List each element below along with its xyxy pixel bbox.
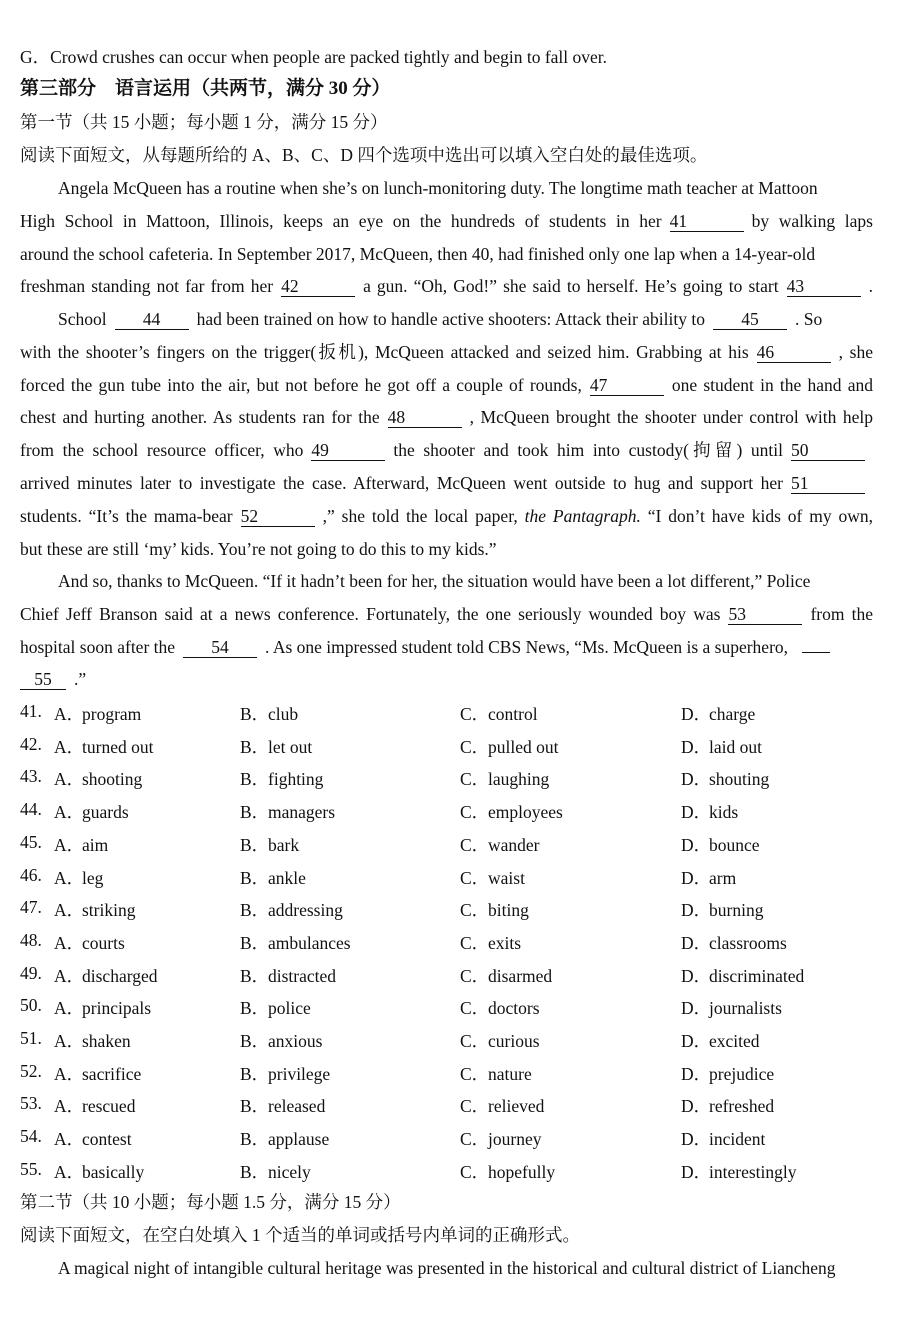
question-row [20, 1061, 880, 1085]
part3-title: 第三部分 语言运用（共两节，满分 30 分） [20, 78, 391, 99]
option-c [460, 865, 525, 890]
passage-line: around the school cafeteria. In September 2017, McQueen, then 40, had finished only one lap when a 14-year-old [20, 244, 816, 264]
option-text: kids [709, 802, 739, 823]
option-a [54, 1028, 131, 1053]
option-letter: A． [54, 1031, 85, 1051]
option-c [460, 1061, 532, 1086]
option-letter: C． [460, 1096, 490, 1117]
option-text: police [268, 998, 311, 1019]
option-c [460, 963, 552, 988]
option-a [54, 1093, 135, 1118]
passage-line: chest and hurting another. As students ran for the 48 , McQueen brought the shooter under control with help [20, 407, 873, 427]
option-text: turned out [82, 736, 154, 757]
option-a [54, 766, 142, 791]
option-text: arm [709, 867, 737, 888]
option-letter: D． [681, 932, 712, 953]
option-text: anxious [268, 1031, 323, 1051]
question-number: 55. [20, 1158, 42, 1179]
option-b [240, 1061, 330, 1086]
option-a [54, 832, 108, 857]
option-text: bounce [709, 834, 760, 855]
option-text: interestingly [709, 1161, 797, 1182]
question-row [20, 1159, 880, 1183]
option-d [681, 865, 736, 890]
option-letter: B． [240, 802, 270, 823]
option-d [681, 766, 769, 791]
option-text: prejudice [709, 1063, 775, 1084]
blank-41: 41 [670, 212, 744, 232]
option-d [681, 799, 738, 824]
question-number: 49. [20, 962, 42, 983]
option-d [681, 1159, 796, 1184]
option-b [240, 963, 336, 988]
option-d [681, 1126, 765, 1151]
option-letter: A． [54, 998, 85, 1019]
option-letter: C． [460, 900, 490, 921]
question-row [20, 701, 880, 725]
question-row [20, 995, 880, 1019]
option-letter: A． [54, 867, 85, 888]
option-text: discriminated [709, 965, 805, 986]
option-d [681, 734, 762, 759]
option-d [681, 701, 755, 726]
option-text: burning [709, 900, 764, 921]
option-text: employees [488, 802, 563, 823]
option-a [54, 897, 135, 922]
option-b [240, 1028, 322, 1053]
option-text: distracted [268, 965, 337, 986]
option-g-line: G．Crowd crushes can occur when people are packed tightly and begin to fall over. [20, 47, 608, 67]
option-letter: B． [240, 704, 270, 724]
option-letter: A． [54, 965, 85, 986]
option-text: club [268, 704, 299, 724]
question-number: 50. [20, 995, 42, 1016]
option-text: let out [268, 736, 313, 757]
option-letter: C． [460, 932, 490, 953]
option-text: nature [488, 1063, 532, 1084]
blank-55: 55 [20, 670, 66, 690]
option-letter: A． [54, 1096, 85, 1117]
option-letter: B． [240, 736, 270, 757]
option-b [240, 865, 306, 890]
question-number: 45. [20, 831, 42, 852]
question-number: 47. [20, 897, 42, 918]
option-text: classrooms [709, 932, 787, 953]
option-c [460, 701, 538, 726]
option-text: incident [709, 1129, 766, 1150]
option-text: refreshed [709, 1096, 775, 1117]
option-letter: D． [681, 900, 712, 921]
option-text: striking [82, 900, 136, 921]
option-letter: A． [54, 1129, 85, 1150]
blank-47: 47 [590, 376, 664, 396]
section2-passage-line: A magical night of intangible cultural heritage was presented in the historical and cultural district of Liancheng [58, 1258, 836, 1278]
option-a [54, 1061, 141, 1086]
option-letter: C． [460, 1031, 490, 1051]
section2-instruction: 阅读下面短文，在空白处填入 1 个适当的单词或括号内单词的正确形式。 [20, 1225, 580, 1245]
option-letter: B． [240, 1129, 270, 1150]
option-text: charge [709, 704, 756, 724]
option-text: shouting [709, 769, 770, 790]
option-text: bark [268, 834, 300, 855]
option-letter: C． [460, 1129, 490, 1150]
option-text: rescued [82, 1096, 136, 1117]
option-letter: C． [460, 736, 490, 757]
option-a [54, 865, 103, 890]
option-b [240, 897, 343, 922]
question-number: 53. [20, 1093, 42, 1114]
option-b [240, 734, 312, 759]
passage-line: freshman standing not far from her 42 a gun. “Oh, God!” she said to herself. He’s going to start 43 . [20, 276, 873, 296]
option-text: privilege [268, 1063, 331, 1084]
question-row [20, 930, 880, 954]
option-a [54, 1159, 144, 1184]
blank-55-lead [802, 652, 830, 653]
question-row [20, 832, 880, 856]
option-text: curious [488, 1031, 540, 1051]
option-letter: B． [240, 1031, 270, 1051]
option-c [460, 897, 529, 922]
option-c [460, 930, 521, 955]
option-text: aim [82, 834, 109, 855]
option-c [460, 995, 540, 1020]
blank-51: 51 [791, 474, 865, 494]
option-letter: B． [240, 1096, 270, 1117]
option-letter: A． [54, 736, 85, 757]
option-b [240, 1093, 325, 1118]
option-d [681, 963, 804, 988]
blank-52: 52 [241, 507, 315, 527]
option-letter: C． [460, 834, 490, 855]
option-letter: C． [460, 965, 490, 986]
option-d [681, 897, 763, 922]
option-a [54, 701, 141, 726]
option-letter: A． [54, 1063, 85, 1084]
option-c [460, 1093, 544, 1118]
passage-line: with the shooter’s fingers on the trigger(扳机), McQueen attacked and seized him. Grabbing at his 46 , she [20, 342, 874, 362]
option-letter: C． [460, 704, 490, 724]
option-letter: B． [240, 900, 270, 921]
question-number: 41. [20, 701, 42, 721]
passage-line: students. “It’s the mama-bear 52 ,” she told the local paper, the Pantagraph. “I don’t have kids of my own, [20, 506, 874, 526]
option-letter: D． [681, 769, 712, 790]
question-row [20, 865, 880, 889]
option-b [240, 799, 335, 824]
question-number: 43. [20, 766, 42, 787]
question-number: 54. [20, 1126, 42, 1147]
option-text: journalists [709, 998, 782, 1019]
option-text: managers [268, 802, 336, 823]
option-text: biting [488, 900, 529, 921]
blank-54: 54 [183, 638, 257, 658]
question-row [20, 897, 880, 921]
question-number: 48. [20, 929, 42, 950]
option-a [54, 1126, 132, 1151]
blank-50: 50 [791, 441, 865, 461]
option-text: laughing [488, 769, 550, 790]
option-letter: C． [460, 867, 490, 888]
option-letter: D． [681, 1063, 712, 1084]
option-letter: A． [54, 802, 85, 823]
option-d [681, 1093, 774, 1118]
blank-48: 48 [388, 408, 462, 428]
passage-line: Angela McQueen has a routine when she’s on lunch-monitoring duty. The longtime math teacher at Mattoon [58, 178, 818, 198]
option-letter: D． [681, 834, 712, 855]
option-text: control [488, 704, 538, 724]
option-letter: D． [681, 736, 712, 757]
option-c [460, 766, 549, 791]
option-letter: C． [460, 1063, 490, 1084]
option-letter: C． [460, 998, 490, 1019]
option-letter: A． [54, 834, 85, 855]
option-b [240, 1159, 311, 1184]
option-text: guards [82, 802, 129, 823]
option-c [460, 799, 563, 824]
option-c [460, 1126, 541, 1151]
question-number: 51. [20, 1028, 42, 1048]
blank-43: 43 [787, 277, 861, 297]
option-a [54, 930, 125, 955]
option-letter: B． [240, 867, 270, 888]
option-text: fighting [268, 769, 324, 790]
passage-line: School 44 had been trained on how to handle active shooters: Attack their ability to 45 . So [58, 309, 823, 329]
option-letter: A． [54, 1161, 85, 1182]
option-text: excited [709, 1031, 760, 1051]
option-a [54, 734, 153, 759]
option-text: exits [488, 932, 522, 953]
option-text: discharged [82, 965, 158, 986]
question-row [20, 1093, 880, 1117]
question-row [20, 734, 880, 758]
section1-instruction: 阅读下面短文，从每题所给的 A、B、C、D 四个选项中选出可以填入空白处的最佳选项。 [20, 145, 708, 165]
option-text: pulled out [488, 736, 559, 757]
option-text: program [82, 704, 142, 724]
question-number: 44. [20, 799, 42, 820]
option-text: shooting [82, 769, 143, 790]
option-text: contest [82, 1129, 132, 1150]
option-text: ambulances [268, 932, 351, 953]
option-letter: B． [240, 1063, 270, 1084]
question-number: 46. [20, 864, 42, 885]
option-d [681, 995, 782, 1020]
option-b [240, 1126, 329, 1151]
option-d [681, 832, 760, 857]
option-text: ankle [268, 867, 306, 888]
option-c [460, 1159, 555, 1184]
option-b [240, 701, 298, 726]
option-letter: D． [681, 1129, 712, 1150]
option-text: wander [488, 834, 540, 855]
question-row [20, 799, 880, 823]
passage-line: And so, thanks to McQueen. “If it hadn’t been for her, the situation would have been a lot different,” Police [58, 571, 811, 591]
option-text: disarmed [488, 965, 553, 986]
passage-line: hospital soon after the 54 . As one impressed student told CBS News, “Ms. McQueen is a superhero, [20, 636, 838, 658]
option-letter: D． [681, 998, 712, 1019]
option-letter: A． [54, 704, 85, 724]
option-b [240, 832, 299, 857]
option-c [460, 832, 540, 857]
option-a [54, 963, 158, 988]
option-text: courts [82, 932, 125, 953]
option-letter: B． [240, 769, 270, 790]
option-text: released [268, 1096, 326, 1117]
option-letter: D． [681, 704, 712, 724]
option-letter: D． [681, 867, 712, 888]
question-row [20, 1126, 880, 1150]
passage-line: but these are still ‘my’ kids. You’re not going to do this to my kids.” [20, 539, 497, 559]
blank-46: 46 [757, 343, 831, 363]
option-text: relieved [488, 1096, 545, 1117]
passage-line: from the school resource officer, who 49 the shooter and took him into custody(拘留) until 50 [20, 439, 873, 461]
option-d [681, 1061, 774, 1086]
option-text: leg [82, 867, 104, 888]
option-letter: C． [460, 802, 490, 823]
option-text: principals [82, 998, 152, 1019]
question-row [20, 1028, 880, 1052]
option-letter: B． [240, 965, 270, 986]
newspaper-title: the Pantagraph. [524, 506, 641, 526]
section2-title: 第二节（共 10 小题；每小题 1.5 分，满分 15 分） [20, 1192, 401, 1212]
question-number: 52. [20, 1060, 42, 1081]
option-b [240, 766, 323, 791]
option-letter: B． [240, 998, 270, 1019]
option-text: addressing [268, 900, 343, 921]
option-letter: A． [54, 900, 85, 921]
option-letter: D． [681, 1161, 712, 1182]
question-row [20, 766, 880, 790]
option-b [240, 995, 311, 1020]
option-text: sacrifice [82, 1063, 142, 1084]
option-text: nicely [268, 1161, 311, 1182]
section1-title: 第一节（共 15 小题；每小题 1 分，满分 15 分） [20, 112, 388, 132]
option-b [240, 930, 351, 955]
passage-line: 55 .” [20, 668, 86, 690]
option-text: hopefully [488, 1161, 556, 1182]
option-d [681, 1028, 760, 1053]
option-letter: D． [681, 1096, 712, 1117]
question-number: 42. [20, 733, 42, 754]
option-letter: D． [681, 965, 712, 986]
option-a [54, 799, 129, 824]
option-text: laid out [709, 736, 762, 757]
passage-line: Chief Jeff Branson said at a news conference. Fortunately, the one seriously wounded boy was 53 from the [20, 604, 873, 624]
option-d [681, 930, 787, 955]
option-text: doctors [488, 998, 540, 1019]
question-row [20, 963, 880, 987]
passage-line: High School in Mattoon, Illinois, keeps an eye on the hundreds of students in her 41 by walking laps [20, 211, 873, 231]
blank-44: 44 [115, 310, 189, 330]
option-text: journey [488, 1129, 542, 1150]
blank-42: 42 [281, 277, 355, 297]
option-letter: C． [460, 769, 490, 790]
option-text: basically [82, 1161, 145, 1182]
option-letter: D． [681, 1031, 712, 1051]
passage-line: forced the gun tube into the air, but not before he got off a couple of rounds, 47 one student in the hand and [20, 375, 873, 395]
option-text: waist [488, 867, 525, 888]
option-letter: A． [54, 769, 85, 790]
option-letter: A． [54, 932, 85, 953]
option-letter: D． [681, 802, 712, 823]
option-letter: B． [240, 932, 270, 953]
blank-49: 49 [311, 441, 385, 461]
option-c [460, 734, 558, 759]
option-text: applause [268, 1129, 330, 1150]
option-a [54, 995, 151, 1020]
passage-line: arrived minutes later to investigate the case. Afterward, McQueen went outside to hug and support her 51 [20, 472, 873, 494]
option-text: shaken [82, 1031, 131, 1051]
option-letter: B． [240, 834, 270, 855]
option-c [460, 1028, 540, 1053]
option-letter: B． [240, 1161, 270, 1182]
blank-53: 53 [728, 605, 802, 625]
option-letter: C． [460, 1161, 490, 1182]
blank-45: 45 [713, 310, 787, 330]
